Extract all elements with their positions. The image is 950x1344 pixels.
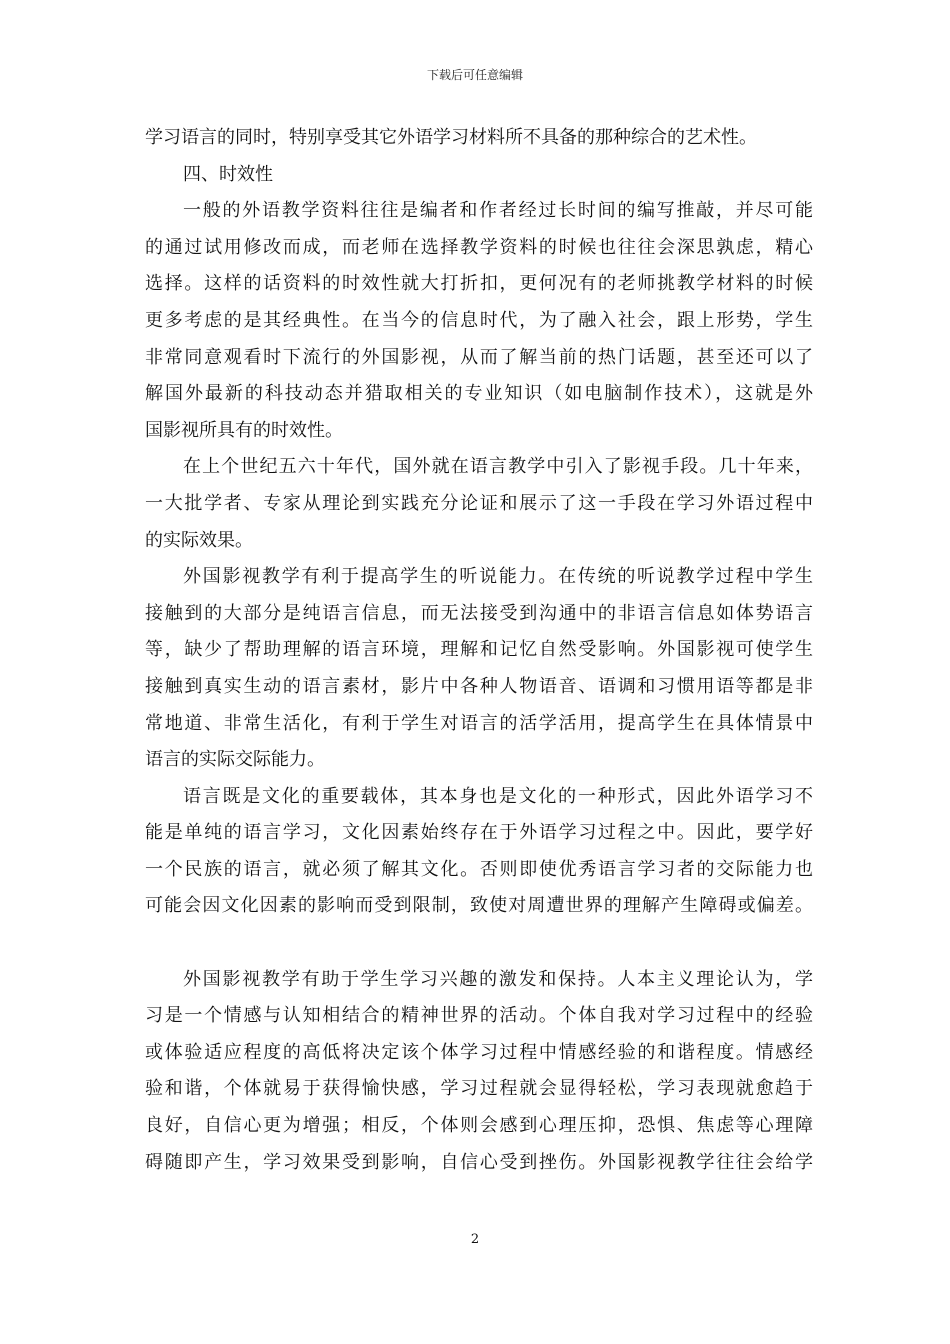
text-line: 一个民族的语言，就必须了解其文化。否则即使优秀语言学习者的交际能力也 — [145, 858, 813, 880]
text-line: 常地道、非常生活化，有利于学生对语言的活学活用，提高学生在具体情景中 — [145, 712, 813, 734]
body-text — [145, 120, 813, 1181]
text-line: 碍随即产生，学习效果受到影响，自信心受到挫伤。外国影视教学往往会给学 — [145, 1151, 813, 1173]
text-line: 接触到真实生动的语言素材，影片中各种人物语音、语调和习惯用语等都是非 — [145, 675, 813, 697]
text-line: 在上个世纪五六十年代，国外就在语言教学中引入了影视手段。几十年来， — [183, 456, 813, 478]
text-line: 学习语言的同时，特别享受其它外语学习材料所不具备的那种综合的艺术性。 — [145, 127, 757, 148]
text-line: 语言的实际交际能力。 — [145, 749, 325, 771]
page-header: 下载后可任意编辑 — [426, 68, 523, 82]
text-line: 非常同意观看时下流行的外国影视，从而了解当前的热门话题，甚至还可以了 — [145, 346, 813, 368]
text-line: 习是一个情感与认知相结合的精神世界的活动。个体自我对学习过程中的经验 — [145, 1005, 813, 1027]
text-line: 可能会因文化因素的影响而受到限制，致使对周遭世界的理解产生障碍或偏差。 — [145, 895, 813, 917]
text-line: 选择。这样的话资料的时效性就大打折扣，更何况有的老师挑教学材料的时候 — [145, 273, 813, 295]
text-line: 良好，自信心更为增强；相反，个体则会感到心理压抑，恐惧、焦虑等心理障 — [145, 1115, 813, 1137]
text-line: 国影视所具有的时效性。 — [145, 419, 343, 441]
text-line: 验和谐，个体就易于获得愉快感，学习过程就会显得轻松，学习表现就愈趋于 — [145, 1078, 813, 1100]
text-line: 外国影视教学有助于学生学习兴趣的激发和保持。人本主义理论认为，学 — [183, 968, 813, 990]
text-line: 四、时效性 — [183, 163, 273, 185]
text-line: 等，缺少了帮助理解的语言环境，理解和记忆自然受影响。外国影视可使学生 — [145, 639, 813, 661]
page-number: 2 — [470, 1232, 480, 1247]
text-line: 一般的外语教学资料往往是编者和作者经过长时间的编写推敲，并尽可能 — [183, 200, 813, 222]
text-line: 解国外最新的科技动态并猎取相关的专业知识（如电脑制作技术），这就是外 — [145, 383, 813, 405]
text-line: 外国影视教学有利于提高学生的听说能力。在传统的听说教学过程中学生 — [183, 566, 813, 588]
text-line: 语言既是文化的重要载体，其本身也是文化的一种形式，因此外语学习不 — [183, 785, 813, 807]
text-line: 的通过试用修改而成，而老师在选择教学资料的时候也往往会深思孰虑，精心 — [145, 236, 813, 258]
paragraph-gap — [145, 925, 813, 962]
text-line: 一大批学者、专家从理论到实践充分论证和展示了这一手段在学习外语过程中 — [145, 492, 813, 514]
text-line: 的实际效果。 — [145, 529, 253, 551]
text-line: 更多考虑的是其经典性。在当今的信息时代，为了融入社会，跟上形势，学生 — [145, 309, 813, 331]
text-line: 或体验适应程度的高低将决定该个体学习过程中情感经验的和谐程度。情感经 — [145, 1041, 813, 1063]
text-line: 能是单纯的语言学习，文化因素始终存在于外语学习过程之中。因此，要学好 — [145, 822, 813, 844]
text-line: 接触到的大部分是纯语言信息，而无法接受到沟通中的非语言信息如体势语言 — [145, 602, 813, 624]
